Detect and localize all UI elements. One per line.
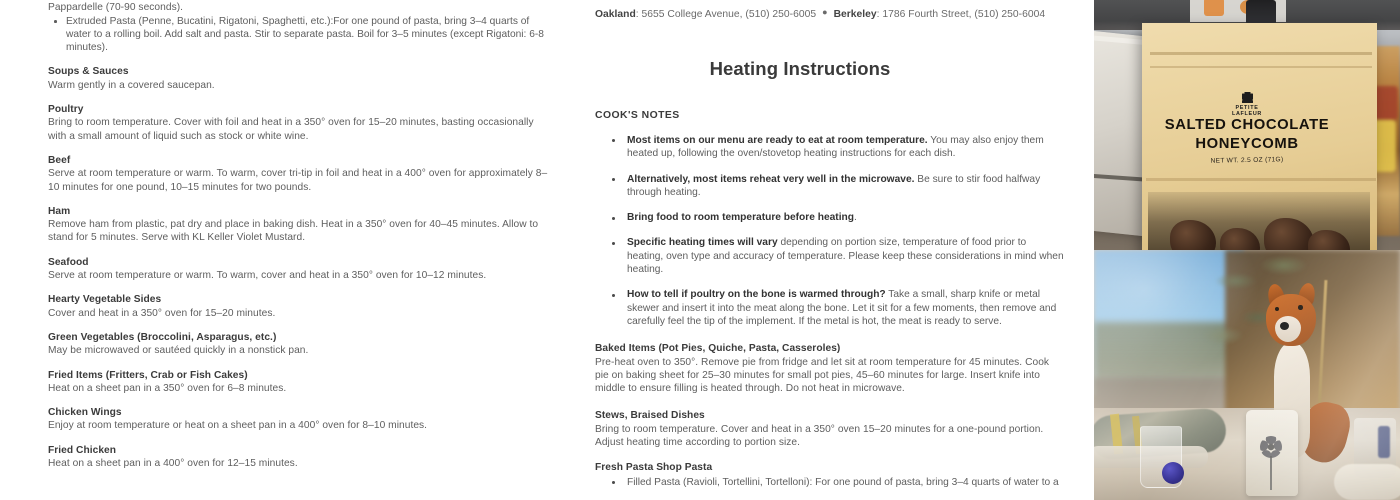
section-heading: Fresh Pasta Shop Pasta <box>595 462 713 474</box>
list-item <box>595 211 1065 224</box>
section-body: Heat on a sheet pan in a 350° oven for 6–8 minutes. <box>48 382 287 394</box>
section-body: Bring to room temperature. Cover and heat in a 350° oven 15–20 minutes for a one-pound portion. Adjust heating time according to portion size. <box>595 423 1044 449</box>
section-body: May be microwaved or sautéed quickly in a nonstick pan. <box>48 345 309 357</box>
section-heading: Baked Items (Pot Pies, Quiche, Pasta, Casseroles) <box>595 343 841 355</box>
pasta-bullet-list <box>48 15 548 55</box>
blue-sphere <box>1162 462 1184 484</box>
note-rest: depending on portion size, temperature of food prior to heating, oven type and accuracy of temperature. Please keep these considerations in mind when heating. <box>627 237 1064 276</box>
list-item: Extruded Pasta (Penne, Bucatini, Rigatoni, Spaghetti, etc.):For one pound of pasta, bring 3–4 quarts of water to a rolling boil. Add salt and pasta. Stir to separate pasta. Boil for 3–5 minutes (except Rigatoni: 6-8 minutes). <box>48 15 548 55</box>
section-heading: Green Vegetables (Broccolini, Asparagus, etc.) <box>48 331 277 343</box>
vase-flower-stem <box>1270 456 1272 490</box>
photo-orange-box <box>1204 0 1224 16</box>
window-display-photo <box>1094 250 1400 500</box>
section-hearty-vegetable-sides <box>48 293 548 320</box>
section-body: Enjoy at room temperature or heat on a sheet pan in a 400° oven for 8–10 minutes. <box>48 420 428 432</box>
brand-name-line-1: PETITE <box>1235 105 1259 111</box>
photo-column <box>1094 0 1400 500</box>
section-heading: Stews, Braised Dishes <box>595 410 705 422</box>
list-item: Filled Pasta (Ravioli, Tortellini, Tortelloni): For one pound of pasta, bring 3–4 quarts of water to a <box>595 476 1065 489</box>
section-seafood <box>48 256 548 283</box>
section-heading: Seafood <box>48 256 89 268</box>
product-name-line-1: SALTED CHOCOLATE <box>1164 117 1330 133</box>
section-poultry <box>48 103 548 143</box>
note-lead: Bring food to room temperature before heating <box>627 212 854 224</box>
location-city-berkeley: Berkeley <box>833 9 877 20</box>
section-heading: Fried Items (Fritters, Crab or Fish Cakes) <box>48 369 248 381</box>
location-city-oakland: Oakland <box>595 9 636 20</box>
note-rest: Be sure to stir food halfway through heating. <box>627 173 1041 198</box>
cooks-notes-heading: COOK'S NOTES <box>595 110 680 121</box>
brand-logo <box>1094 92 1400 117</box>
section-fried-chicken <box>48 444 548 471</box>
section-heading: Beef <box>48 154 71 166</box>
note-lead: How to tell if poultry on the bone is warmed through? <box>627 289 886 301</box>
list-item <box>595 134 1065 161</box>
section-baked-items <box>595 342 1065 395</box>
vase-flower-icon <box>1260 436 1282 458</box>
product-net-weight: NET WT. 2.5 OZ (71G) <box>1210 156 1284 165</box>
flower-icon <box>1242 92 1253 103</box>
location-detail-oakland: : 5655 College Avenue, (510) 250-6005 <box>635 9 817 20</box>
pouch-seam-zipper <box>1150 66 1372 68</box>
section-heading: Fried Chicken <box>48 444 117 456</box>
section-ham <box>48 205 548 245</box>
note-lead: Specific heating times will vary <box>627 237 778 249</box>
right-column <box>595 0 1065 500</box>
pouch-seam-lower <box>1146 178 1376 181</box>
section-heading: Chicken Wings <box>48 407 122 419</box>
brand-name-line-2: LAFLEUR <box>1231 111 1263 118</box>
section-body: Serve at room temperature or warm. To warm, cover and heat in a 350° oven for 10–12 minutes. <box>48 270 487 282</box>
section-body: Heat on a sheet pan in a 400° oven for 12–15 minutes. <box>48 458 298 470</box>
list-item <box>595 236 1065 276</box>
section-beef <box>48 154 548 194</box>
page-title: Heating Instructions <box>709 58 891 79</box>
pasta-continued-block <box>48 0 548 54</box>
section-heading: Poultry <box>48 104 84 116</box>
bullet-separator-icon: ● <box>822 7 828 17</box>
note-lead: Alternatively, most items reheat very well in the microwave. <box>627 173 915 185</box>
product-photo <box>1094 0 1400 250</box>
fox-eye-left <box>1275 307 1279 311</box>
section-fresh-pasta-shop-pasta <box>595 461 1065 489</box>
section-body: Bring to room temperature. Cover with foil and heat in a 350° oven for 15–20 minutes, basting occasionally with a small amount of liquid such as stock or white wine. <box>48 117 534 142</box>
right-blue-object <box>1378 426 1390 458</box>
section-body: Pre-heat oven to 350°. Remove pie from fridge and let sit at room temperature for 45 minutes. Cook pie on baking sheet for 25–30 minutes for small pot pies, 45–60 minutes for large. Insert knife into middle to ensure filling is heated through. Do not heat in microwave. <box>595 356 1050 395</box>
lace-textile <box>1334 464 1400 500</box>
list-item <box>595 288 1065 328</box>
note-rest: . <box>853 212 857 224</box>
list-item <box>595 173 1065 200</box>
note-rest: Take a small, sharp knife or metal skewer and insert it into the meat along the bone. Let it sit for a few moments, then remove and carefully feel the tip of the implement. If the metal is hot, the meat is ready to serve. <box>627 289 1057 327</box>
fox-eye-right <box>1298 305 1303 310</box>
pasta-line-2: Pappardelle (70-90 seconds). <box>48 2 184 14</box>
section-heading: Ham <box>48 205 71 217</box>
section-stews-braised-dishes <box>595 409 1065 449</box>
section-soups-sauces <box>48 65 548 92</box>
product-name-line-2: HONEYCOMB <box>1195 136 1299 152</box>
fox-nose <box>1280 322 1289 330</box>
fresh-pasta-bullet-list <box>595 476 1065 489</box>
section-heading: Soups & Sauces <box>48 66 129 78</box>
section-body: Warm gently in a covered saucepan. <box>48 79 215 91</box>
note-lead: Most items on our menu are ready to eat at room temperature. <box>627 135 928 146</box>
pouch-seam-upper <box>1150 52 1372 55</box>
store-locations <box>595 7 1065 22</box>
left-column <box>48 0 548 500</box>
section-body: Serve at room temperature or warm. To warm, cover tri-tip in foil and heat in a 400° oven for approximately 8–10 minutes for one pound, 10–15 minutes for two pounds. <box>48 168 548 193</box>
cooks-notes-list <box>595 134 1065 328</box>
section-green-vegetables <box>48 331 548 358</box>
section-body: Cover and heat in a 350° oven for 15–20 minutes. <box>48 307 276 319</box>
section-body: Remove ham from plastic, pat dry and place in baking dish. Heat in a 350° oven for 40–45 minutes. Allow to stand for 5 minutes. Serve with KL Keller Violet Mustard. <box>48 219 539 244</box>
product-name <box>1094 116 1400 154</box>
section-chicken-wings <box>48 406 548 433</box>
section-fried-items <box>48 369 548 396</box>
note-rest: You may also enjoy them heated up, following the oven/stovetop heating instructions for each dish. <box>627 135 1044 160</box>
section-heading: Hearty Vegetable Sides <box>48 294 162 306</box>
location-detail-berkeley: : 1786 Fourth Street, (510) 250-6004 <box>876 9 1046 20</box>
